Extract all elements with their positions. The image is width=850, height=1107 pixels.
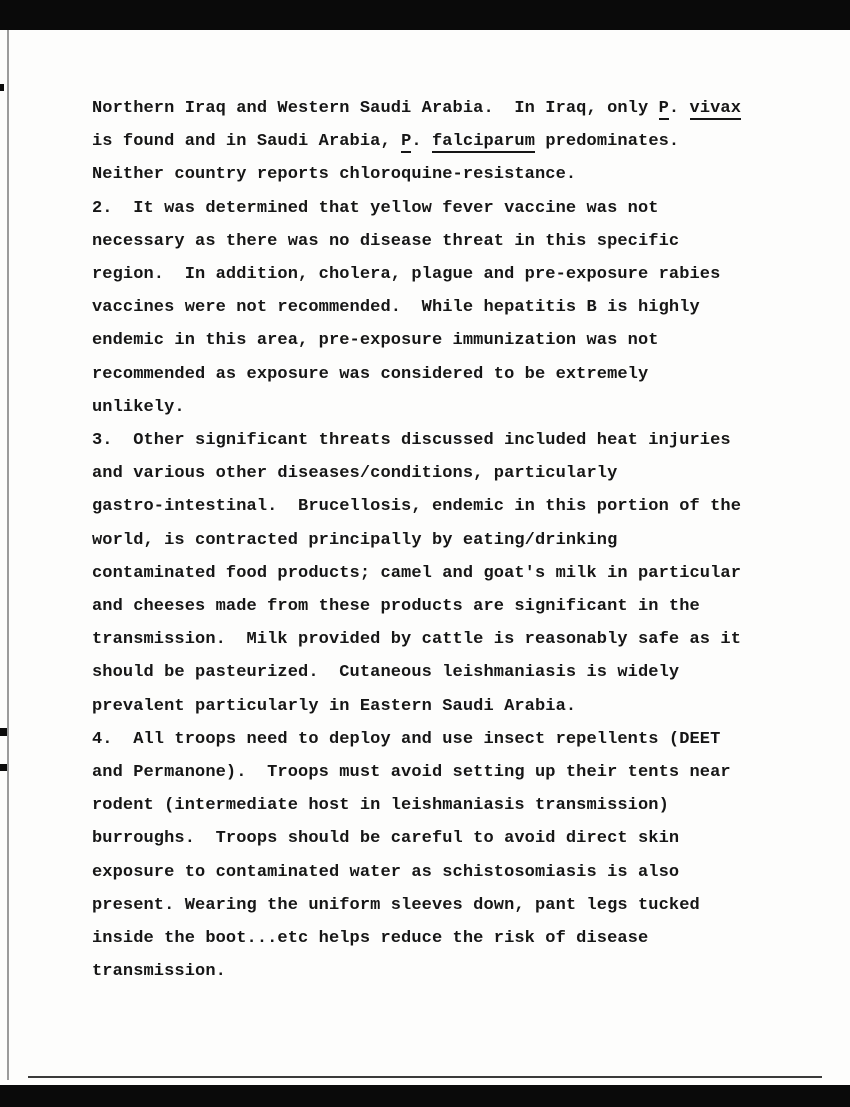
scan-artifact-left-edge (7, 30, 9, 1080)
text-line: and various other diseases/conditions, particularly (92, 464, 618, 484)
text-line: unlikely. (92, 397, 185, 417)
scan-artifact-mark (0, 84, 4, 91)
text-line: exposure to contaminated water as schistosomiasis is also (92, 862, 680, 882)
document-text (92, 92, 752, 988)
text-line: endemic in this area, pre-exposure immunization was not (92, 331, 659, 351)
text-line: recommended as exposure was considered to be extremely (92, 364, 649, 384)
text-line: gastro-intestinal. Brucellosis, endemic in this portion of the (92, 497, 742, 517)
text-line: Neither country reports chloroquine-resistance. (92, 165, 577, 185)
text-line: rodent (intermediate host in leishmaniasis transmission) (92, 796, 669, 816)
text-line: transmission. Milk provided by cattle is reasonably safe as it (92, 630, 742, 650)
text-line: transmission. (92, 962, 226, 982)
text-line: burroughs. Troops should be careful to avoid direct skin (92, 829, 680, 849)
scan-artifact-mark (0, 764, 7, 771)
scan-artifact-bottom-bar (0, 1085, 850, 1107)
text-line: 3. Other significant threats discussed included heat injuries (92, 431, 731, 451)
text-line: and cheeses made from these products are significant in the (92, 597, 700, 617)
text-line: present. Wearing the uniform sleeves down, pant legs tucked (92, 895, 700, 915)
text-line: prevalent particularly in Eastern Saudi Arabia. (92, 696, 577, 716)
text-line: contaminated food products; camel and goat's milk in particular (92, 563, 742, 583)
text-line: region. In addition, cholera, plague and pre-exposure rabies (92, 265, 721, 285)
text-line: inside the boot...etc helps reduce the risk of disease (92, 929, 649, 949)
scan-artifact-mark (0, 728, 7, 736)
text-line: world, is contracted principally by eating/drinking (92, 530, 618, 550)
text-line: 4. All troops need to deploy and use insect repellents (DEET (92, 729, 721, 749)
text-line: vaccines were not recommended. While hepatitis B is highly (92, 298, 700, 318)
scan-artifact-bottom-line (28, 1076, 822, 1078)
text-line: should be pasteurized. Cutaneous leishmaniasis is widely (92, 663, 680, 683)
scan-artifact-top-bar (0, 0, 850, 30)
text-line: is found and in Saudi Arabia, P. falciparum predominates. (92, 132, 680, 152)
text-line: 2. It was determined that yellow fever vaccine was not (92, 198, 659, 218)
text-line: Northern Iraq and Western Saudi Arabia. In Iraq, only P. vivax (92, 99, 742, 118)
text-line: and Permanone). Troops must avoid setting up their tents near (92, 763, 731, 783)
text-line: necessary as there was no disease threat in this specific (92, 231, 680, 251)
